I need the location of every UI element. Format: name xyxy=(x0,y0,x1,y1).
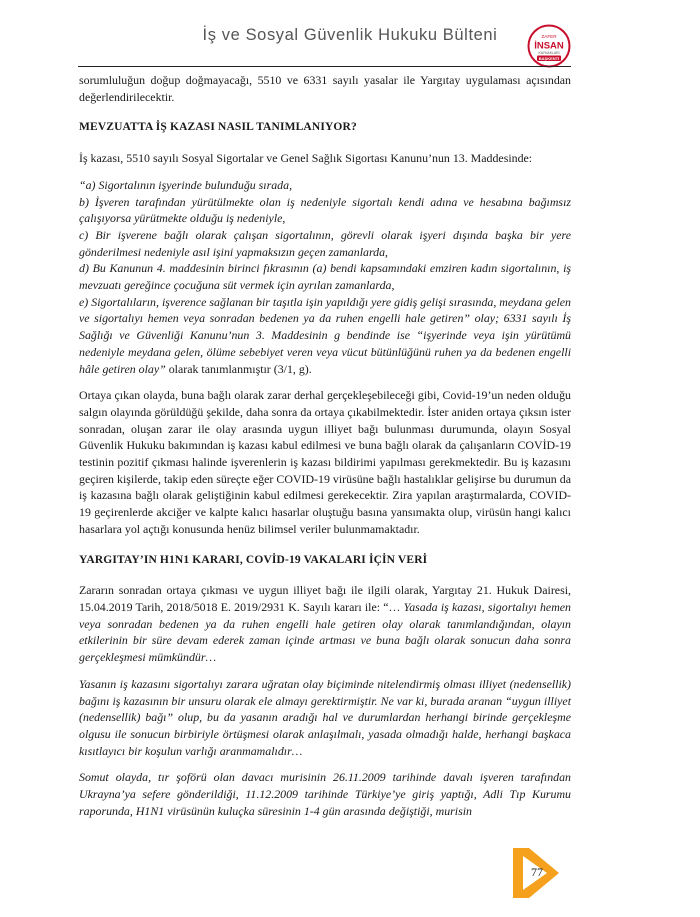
law-quote-item-a: “a) Sigortalının işyerinde bulunduğu sırada, xyxy=(79,177,293,192)
law-quote-item-e: e) Sigortalıların, işverence sağlanan bir taşıtla işin yapıldığı yere gidiş gelişi sırasında, meydana gelen ve sigortalıyı hemen veya sonradan bedenen ya da ruhen engelli hale getiren” olay; 6331 sayılı İş Sağlığı ve Güvenliği Kanunu’nun 3. Maddesinin g bendinde ise “işyerinde veya işin yürütümü nedeniyle meydana gelen, ölüme sebebiyet veren veya vücut bütünlüğünü ruhen ya da bedenen engelli hâle getiren olay” xyxy=(79,294,571,376)
yargitay-paragraph xyxy=(79,582,571,666)
law-quote-item-d: d) Bu Kanunun 4. maddesinin birinci fıkrasının (a) bendi kapsamındaki emziren kadın sigortalının, iş mevzuatı gereğince çocuğuna süt vermek için ayrılan zamanlarda, xyxy=(79,261,571,293)
covid-paragraph: Ortaya çıkan olayda, buna bağlı olarak zarar derhal gerçekleşebileceği gibi, Covid-19’un neden olduğu salgın olayında görüldüğü şekilde, daha sonra da ortaya çıkabilmektedir. İster aniden ortaya çıksın ister sonradan, oluşan zarar ile olay arasında uygun illiyet bağı bulunması durumunda, olayın Sosyal Güvenlik Hukuku bakımından iş kazası kabul edilmesi ve buna bağlı olarak da çalışanların COVİD-19 testinin pozitif çıkması halinde işverenlerin iş kazası bildirimi yapılması gerekmektedir. Bu iş kazasını geçiren kişilerde, takip eden süreçte eğer COVID-19 virüsüne bağlı hastalıklar gelişirse bu durumun da iş kazasına bağlı olarak geliştiğinin kabul edilmesi gerekecektir. Zira yapılan araştırmalarda, COVID-19 geçirenlerde akciğer ve kalpte kalıcı hasarlar oluştuğu basına yansımakta olup, virüsün hangi kalıcı hasarlara yol açtığı konusunda henüz bilimsel veriler bulunmamaktadır. xyxy=(79,388,571,536)
page-number: 77 xyxy=(531,865,543,879)
definition-paragraph: İş kazası, 5510 sayılı Sosyal Sigortalar ve Genel Sağlık Sigortası Kanunu’nun 13. Maddesinde: xyxy=(79,151,533,166)
logo-text-insan: İNSAN xyxy=(534,40,564,52)
zafer-insan-kaynaklari-logo xyxy=(527,24,571,68)
header-divider xyxy=(78,66,571,67)
intro-paragraph: sorumluluğun doğup doğmayacağı, 5510 ve 6331 sayılı yasalar ile Yargıtay uygulaması açısından değerlendirilecektir. xyxy=(79,73,571,104)
logo-text-kaynaklari: KAYNAKLARI xyxy=(538,51,560,55)
section-heading-mevzuat: MEVZUATTA İŞ KAZASI NASIL TANIMLANIYOR? xyxy=(79,121,357,134)
yargitay-lead: Zararın sonradan ortaya çıkması ve uygun illiyet bağı ile ilgili olarak, Yargıtay 21. Hukuk Dairesi, 15.04.2019 Tarih, 2018/5018 E. 2019/2931 K. Sayılı kararı ile: “… xyxy=(79,583,571,614)
logo-text-baskenti: BAŞKENTİ xyxy=(538,55,560,61)
article-body xyxy=(79,72,571,829)
section-heading-yargitay: YARGITAY’IN H1N1 KARARI, COVİD-19 VAKALARI İÇİN VERİ xyxy=(79,553,428,566)
law-quote-item-c: c) Bir işverene bağlı olarak çalışan sigortalının, görevli olarak işyeri dışında başka bir yere gönderilmesi nedeniyle asıl işini yapmaksızın geçen zamanlarda, xyxy=(79,227,571,259)
logo-text-zafer: ZAFER xyxy=(541,34,557,39)
illiyet-paragraph: Yasanın iş kazasını sigortalıyı zarara uğratan olay biçiminde nitelendirmiş olması illiyet (nedensellik) bağını iş kazasının bir unsuru olarak ele almayı gerektirmiştir. Ne var ki, burada aranan “uygun illiyet (nedensellik) bağı” olup, bu da yasanın aradığı hal ve durumlardan herhangi birinde gerçekleşme olgusu ile sonucun birbiriyle örtüşmesi olarak anlaşılmalı, yasada olmadığı halde, herhangi başkaca kısıtlayıcı bir koşulun varlığı aranmamalıdır… xyxy=(79,676,571,758)
somut-olay-paragraph: Somut olayda, tır şoförü olan davacı murisinin 26.11.2009 tarihinde davalı işveren tarafından Ukrayna’ya sefere gönderildiği, 11.12.2009 tarihinde Türkiye’ye giriş yaptığı, Adli Tıp Kurumu raporunda, H1N1 virüsünün kuluçka süresinin 1-4 gün arasında değiştiği, murisin xyxy=(79,770,571,818)
bulletin-title: İş ve Sosyal Güvenlik Hukuku Bülteni xyxy=(202,26,498,44)
yargitay-quote: Yasada iş kazası, sigortalıyı hemen veya sonradan bedenen ya da ruhen engelli hale getiren olay olarak tanımlandığından, olayın etkilerinin bir süre devam ederek zaman içinde artması ve buna bağlı olarak sonucun daha sonra gerçekleşmesi mümkündür… xyxy=(79,599,572,665)
law-quote xyxy=(79,177,571,377)
law-quote-item-b: b) İşveren tarafından yürütülmekte olan iş nedeniyle sigortalı kendi adına ve hesabına bağımsız çalışıyorsa yürütmekte olduğu iş nedeniyle, xyxy=(79,194,571,226)
law-quote-tail: olarak tanımlanmıştır (3/1, g). xyxy=(165,361,312,376)
